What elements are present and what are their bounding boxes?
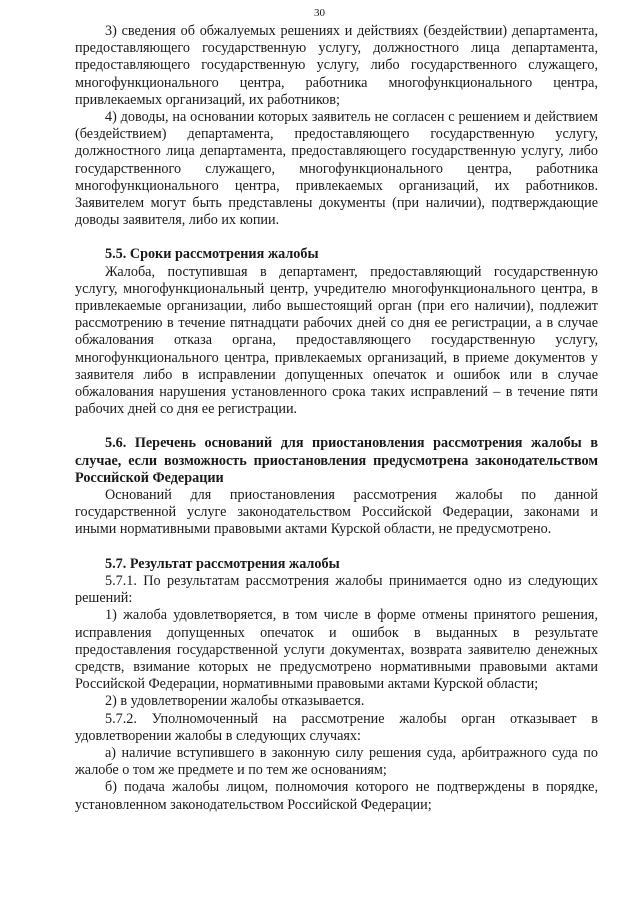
section-5-6-heading: 5.6. Перечень оснований для приостановления рассмотрения жалобы в случае, если возможность приостановления предусмотрена законодательством Российской Федерации bbox=[75, 435, 598, 486]
section-5-7-2: 5.7.2. Уполномоченный на рассмотрение жалобы орган отказывает в удовлетворении жалобы в следующих случаях: bbox=[75, 710, 598, 744]
section-5-7-2-item-b: б) подача жалобы лицом, полномочия которого не подтверждены в порядке, установленном законодательством Российской Федерации; bbox=[75, 779, 598, 813]
section-5-7-1-item-2: 2) в удовлетворении жалобы отказывается. bbox=[105, 693, 365, 710]
document-body bbox=[75, 23, 598, 814]
section-5-5-heading: 5.5. Сроки рассмотрения жалобы bbox=[105, 246, 319, 263]
section-5-7-1: 5.7.1. По результатам рассмотрения жалобы принимается одно из следующих решений: bbox=[75, 572, 598, 607]
section-5-7-heading: 5.7. Результат рассмотрения жалобы bbox=[105, 555, 340, 572]
paragraph-item-4: 4) доводы, на основании которых заявитель не согласен с решением и действием (бездействием) департамента, предоставляющего государственную услугу, должностного лица департамента, предоставляющего государственную услугу, либо государственного служащего, многофункционального центра, работника многофункционального центра, привлекаемых организаций, их работников. Заявителем могут быть представлены документы (при наличии), подтверждающие доводы заявителя, либо их копии. bbox=[75, 109, 598, 229]
page-number: 30 bbox=[314, 7, 325, 19]
paragraph-item-3: 3) сведения об обжалуемых решениях и действиях (бездействии) департамента, предоставляющего государственную услугу, должностного лица департамента, предоставляющего государственную услугу, либо государственного служащего, многофункционального центра, работника многофункционального центра, привлекаемых организаций, их работников; bbox=[75, 23, 598, 108]
section-5-7-2-item-a: а) наличие вступившего в законную силу решения суда, арбитражного суда по жалобе о том же предмете и по тем же основаниям; bbox=[75, 744, 598, 779]
section-5-6-text: Оснований для приостановления рассмотрения жалобы по данной государственной услуге законодательством Российской Федерации, законами и иными нормативными правовыми актами Курской области, не предусмотрено. bbox=[75, 487, 598, 538]
section-5-7-1-item-1: 1) жалоба удовлетворяется, в том числе в форме отмены принятого решения, исправления допущенных опечаток и ошибок в выданных в результате предоставления государственной услуги документах, возврата заявителю денежных средств, взимание которых не предусмотрено нормативными правовыми актами Российской Федерации, нормативными правовыми актами Курской области; bbox=[75, 607, 598, 693]
section-5-5-text: Жалоба, поступившая в департамент, предоставляющий государственную услугу, многофункциональный центр, учредителю многофункционального центра, в привлекаемые организации, либо вышестоящий орган (при его наличии), подлежит рассмотрению в течение пятнадцати рабочих дней со дня ее регистрации, а в случае обжалования отказа органа, предоставляющего государственную услугу, многофункционального центра, привлекаемых организаций, в приеме документов у заявителя либо в исправлении допущенных опечаток и ошибок или в случае обжалования нарушения установленного срока таких исправлений – в течение пяти рабочих дней со дня ее регистрации. bbox=[75, 263, 598, 418]
